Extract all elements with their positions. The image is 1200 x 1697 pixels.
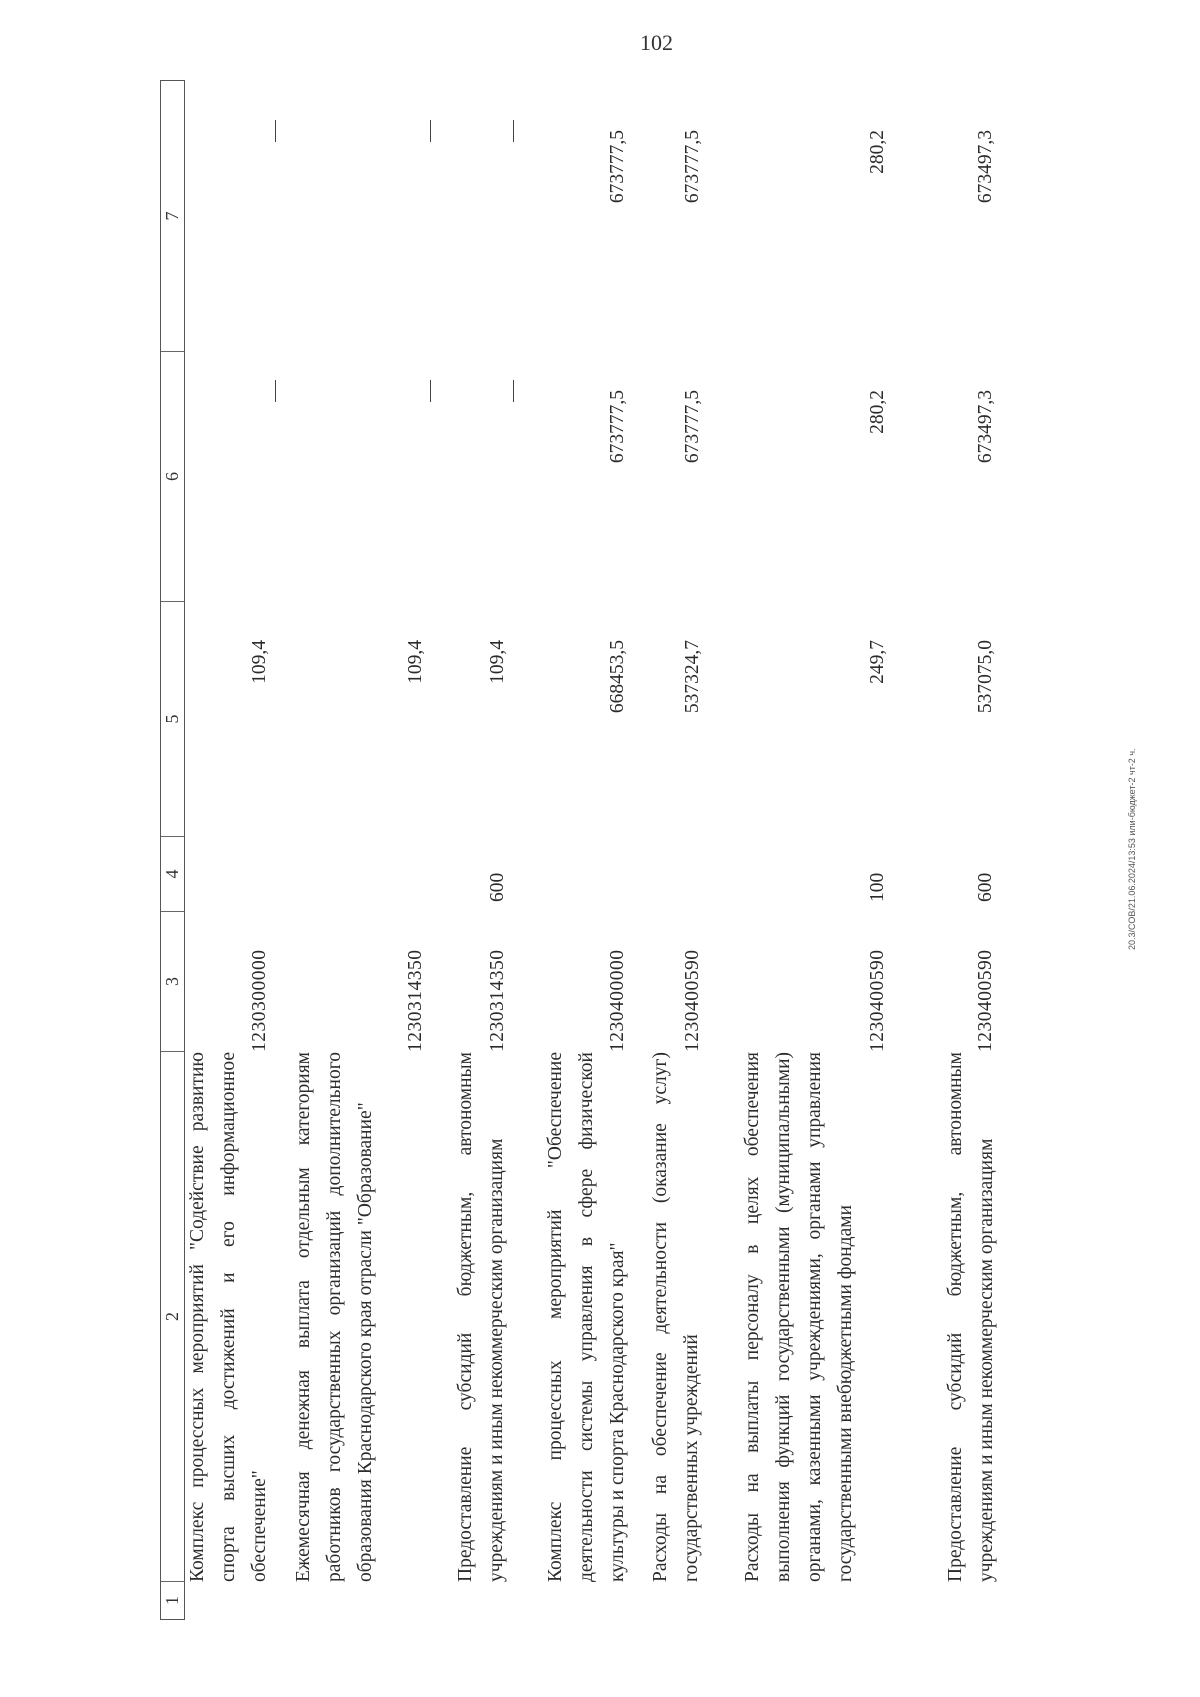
row-name: Ежемесячная денежная выплата отдельным категориям работников государственных организаций дополнительного образования Краснодарского края отрасли "Образование" (293, 1052, 376, 1582)
row-col6: 673497,3 (975, 390, 996, 464)
row-col6-dash (430, 380, 431, 402)
row-name: Расходы на обеспечение деятельности (оказание услуг) государственных учреждений (650, 1052, 702, 1582)
header-col-1: 1 (161, 1581, 184, 1619)
row-code: 1230314350 (487, 949, 508, 1052)
row-name: Комплекс процессных мероприятий "Содействие развитию спорта высших достижений и его информационное обеспечение" (187, 1052, 270, 1582)
row-vr: 600 (975, 872, 996, 902)
row-code: 1230400590 (682, 949, 703, 1052)
row-name: Предоставление субсидий бюджетным, автономным учреждениям и иным некоммерческим организациям (455, 1052, 507, 1582)
row-col7-dash (275, 120, 276, 142)
row-col7: 673777,5 (682, 130, 703, 204)
row-code: 1230400590 (867, 949, 888, 1052)
row-col5: 537324,7 (682, 640, 703, 714)
row-col5: 668453,5 (607, 640, 628, 714)
header-col-3: 3 (161, 911, 184, 1051)
budget-table (160, 80, 1090, 1620)
row-col7: 280,2 (867, 130, 888, 174)
header-col-5: 5 (161, 601, 184, 836)
row-col6-dash (513, 380, 514, 402)
row-code: 1230400000 (607, 949, 628, 1052)
row-col5: 109,4 (405, 640, 426, 684)
row-col6-dash (275, 380, 276, 402)
header-col-4: 4 (161, 836, 184, 911)
row-col5: 109,4 (249, 640, 270, 684)
row-col7-dash (513, 120, 514, 142)
row-code: 1230314350 (405, 949, 426, 1052)
footer-stamp: 20.3/СОВ/21.06.2024/13:53 или-бюджет-2 чт-2 ч. (1127, 748, 1137, 950)
row-col6: 673777,5 (607, 390, 628, 464)
row-col5: 109,4 (487, 640, 508, 684)
row-name: Предоставление субсидий бюджетным, автономным учреждениям и иным некоммерческим организациям (945, 1052, 997, 1582)
row-col7-dash (430, 120, 431, 142)
header-col-2: 2 (161, 1051, 184, 1581)
header-col-6: 6 (161, 351, 184, 601)
row-code: 1230400590 (975, 949, 996, 1052)
row-col7: 673497,3 (975, 130, 996, 204)
row-col6: 280,2 (867, 390, 888, 434)
row-col6: 673777,5 (682, 390, 703, 464)
row-name: Комплекс процессных мероприятий "Обеспечение деятельности системы управления в сфере физической культуры и спорта Краснодарского края" (545, 1052, 628, 1582)
header-col-7: 7 (162, 211, 182, 221)
row-name: Расходы на выплаты персоналу в целях обеспечения выполнения функций государственными (муниципальными) органами, казенными учреждениями, органами управления государственными внебюджетными фондами (742, 1052, 856, 1582)
row-vr: 100 (867, 872, 888, 902)
row-code: 1230300000 (249, 949, 270, 1052)
page-number: 102 (640, 30, 673, 55)
row-vr: 600 (487, 872, 508, 902)
row-col5: 249,7 (867, 640, 888, 684)
row-col5: 537075,0 (975, 640, 996, 714)
row-col7: 673777,5 (607, 130, 628, 204)
